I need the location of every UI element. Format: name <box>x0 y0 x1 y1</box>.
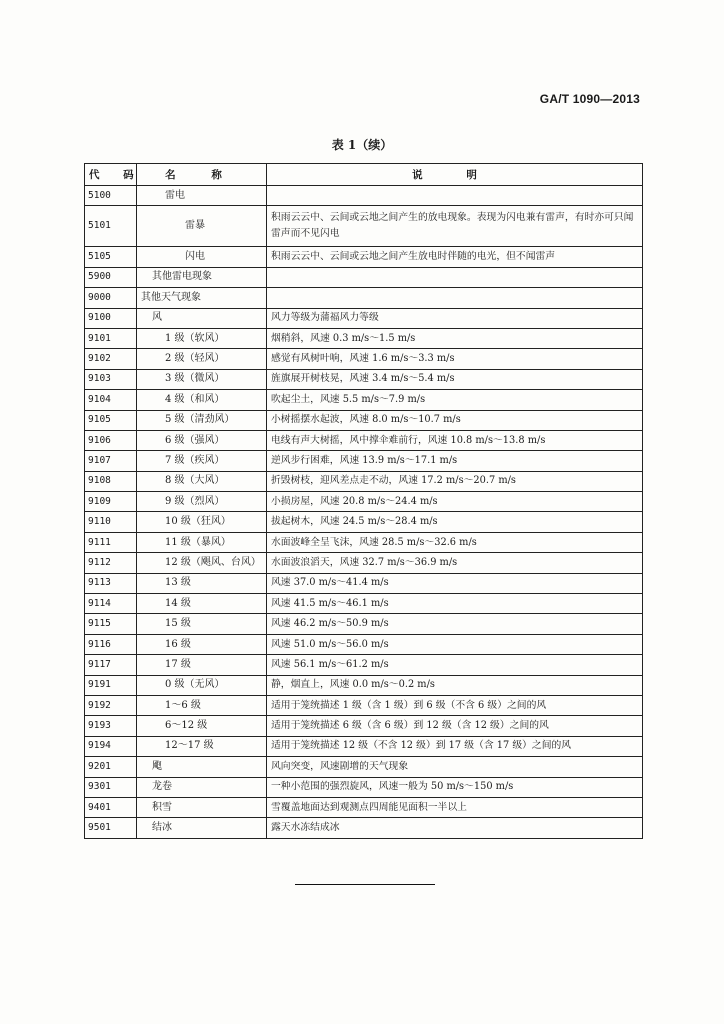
table-row <box>85 594 643 614</box>
row-code: 9109 <box>85 492 137 512</box>
row-name: 积雪 <box>137 797 267 817</box>
header-desc: 说 明 <box>267 164 643 186</box>
row-code: 9117 <box>85 655 137 675</box>
row-description: 旌旗展开树枝晃，风速 3.4 m/s～5.4 m/s <box>267 369 643 389</box>
table-title: 表 1（续） <box>331 138 393 152</box>
row-description: 风速 46.2 m/s～50.9 m/s <box>267 614 643 634</box>
row-name: 龙卷 <box>137 777 267 797</box>
table-header-row <box>85 164 643 186</box>
row-code: 9201 <box>85 757 137 777</box>
row-name: 7 级（疾风） <box>137 451 267 471</box>
row-name: 雷暴 <box>137 206 267 247</box>
row-description: 雪覆盖地面达到观测点四周能见面积一半以上 <box>267 797 643 817</box>
header-code: 代 码 <box>85 164 137 186</box>
row-description: 适用于笼统描述 12 级（不含 12 级）到 17 级（含 17 级）之间的风 <box>267 736 643 756</box>
row-name: 5 级（清劲风） <box>137 410 267 430</box>
row-code: 9105 <box>85 410 137 430</box>
row-name: 1 级（软风） <box>137 328 267 348</box>
row-code: 9191 <box>85 675 137 695</box>
table-row <box>85 247 643 267</box>
row-code: 9194 <box>85 736 137 756</box>
row-name: 飑 <box>137 757 267 777</box>
row-description: 静，烟直上，风速 0.0 m/s～0.2 m/s <box>267 675 643 695</box>
table-row <box>85 655 643 675</box>
table-row <box>85 695 643 715</box>
row-description: 水面波峰全呈飞沫，风速 28.5 m/s～32.6 m/s <box>267 532 643 552</box>
row-description: 露天水冻结成冰 <box>267 818 643 838</box>
standard-code: GA/T 1090—2013 <box>539 92 640 106</box>
table-row <box>85 614 643 634</box>
row-description: 吹起尘土，风速 5.5 m/s～7.9 m/s <box>267 390 643 410</box>
row-code: 9301 <box>85 777 137 797</box>
row-code: 9103 <box>85 369 137 389</box>
row-name: 风 <box>137 308 267 328</box>
table-row <box>85 410 643 430</box>
row-name: 14 级 <box>137 594 267 614</box>
row-description: 风速 41.5 m/s～46.1 m/s <box>267 594 643 614</box>
table-row <box>85 777 643 797</box>
row-name: 17 级 <box>137 655 267 675</box>
table-row <box>85 451 643 471</box>
table-row <box>85 288 643 308</box>
row-name: 12～17 级 <box>137 736 267 756</box>
row-code: 9192 <box>85 695 137 715</box>
row-description: 小树摇摆水起波，风速 8.0 m/s～10.7 m/s <box>267 410 643 430</box>
table-row <box>85 369 643 389</box>
table-row <box>85 573 643 593</box>
table-row <box>85 634 643 654</box>
row-description: 风速 56.1 m/s～61.2 m/s <box>267 655 643 675</box>
row-code: 9110 <box>85 512 137 532</box>
row-description <box>267 288 643 308</box>
row-code: 5900 <box>85 267 137 287</box>
row-name: 闪电 <box>137 247 267 267</box>
row-code: 5101 <box>85 206 137 247</box>
row-description: 一种小范围的强烈旋风，风速一般为 50 m/s～150 m/s <box>267 777 643 797</box>
row-code: 9000 <box>85 288 137 308</box>
row-code: 9101 <box>85 328 137 348</box>
row-description <box>267 186 643 206</box>
row-code: 9107 <box>85 451 137 471</box>
row-code: 5100 <box>85 186 137 206</box>
table-row <box>85 349 643 369</box>
table-row <box>85 430 643 450</box>
row-name: 12 级（飓风、台风） <box>137 553 267 573</box>
table-row <box>85 512 643 532</box>
row-description: 拔起树木，风速 24.5 m/s～28.4 m/s <box>267 512 643 532</box>
row-code: 9104 <box>85 390 137 410</box>
row-name: 4 级（和风） <box>137 390 267 410</box>
header-name: 名 称 <box>137 164 267 186</box>
row-description: 感觉有风树叶响，风速 1.6 m/s～3.3 m/s <box>267 349 643 369</box>
row-description: 水面波浪滔天，风速 32.7 m/s～36.9 m/s <box>267 553 643 573</box>
row-name: 其他雷电现象 <box>137 267 267 287</box>
table-row <box>85 818 643 838</box>
table-row <box>85 390 643 410</box>
table-row <box>85 492 643 512</box>
table-row <box>85 471 643 491</box>
row-name: 雷电 <box>137 186 267 206</box>
table-row <box>85 206 643 247</box>
table-row <box>85 308 643 328</box>
row-description <box>267 267 643 287</box>
table-row <box>85 797 643 817</box>
row-description: 积雨云云中、云间或云地之间产生的放电现象。表现为闪电兼有雷声，有时亦可只闻雷声而不见闪电 <box>267 206 643 247</box>
row-code: 9193 <box>85 716 137 736</box>
row-code: 9401 <box>85 797 137 817</box>
row-code: 9111 <box>85 532 137 552</box>
row-code: 9100 <box>85 308 137 328</box>
row-name: 16 级 <box>137 634 267 654</box>
row-code: 9114 <box>85 594 137 614</box>
row-description: 适用于笼统描述 1 级（含 1 级）到 6 级（不含 6 级）之间的风 <box>267 695 643 715</box>
row-name: 6 级（强风） <box>137 430 267 450</box>
row-name: 1～6 级 <box>137 695 267 715</box>
table-row <box>85 553 643 573</box>
row-code: 9108 <box>85 471 137 491</box>
row-description: 适用于笼统描述 6 级（含 6 级）到 12 级（含 12 级）之间的风 <box>267 716 643 736</box>
row-description: 风速 51.0 m/s～56.0 m/s <box>267 634 643 654</box>
table-row <box>85 675 643 695</box>
row-code: 9116 <box>85 634 137 654</box>
table-row <box>85 532 643 552</box>
row-code: 9112 <box>85 553 137 573</box>
row-name: 13 级 <box>137 573 267 593</box>
weather-code-table <box>84 163 643 839</box>
row-description: 电线有声大树摇，风中撑伞难前行，风速 10.8 m/s～13.8 m/s <box>267 430 643 450</box>
row-code: 9106 <box>85 430 137 450</box>
row-name: 2 级（轻风） <box>137 349 267 369</box>
row-name: 3 级（微风） <box>137 369 267 389</box>
row-name: 6～12 级 <box>137 716 267 736</box>
row-description: 风力等级为蒲福风力等级 <box>267 308 643 328</box>
row-name: 结冰 <box>137 818 267 838</box>
row-description: 折毁树枝，迎风差点走不动，风速 17.2 m/s～20.7 m/s <box>267 471 643 491</box>
table-row <box>85 757 643 777</box>
end-rule <box>295 884 435 885</box>
row-code: 9102 <box>85 349 137 369</box>
row-code: 9501 <box>85 818 137 838</box>
table-row <box>85 186 643 206</box>
row-description: 风向突变，风速剧增的天气现象 <box>267 757 643 777</box>
table-row <box>85 267 643 287</box>
row-name: 11 级（暴风） <box>137 532 267 552</box>
table-row <box>85 716 643 736</box>
row-description: 逆风步行困难，风速 13.9 m/s～17.1 m/s <box>267 451 643 471</box>
row-name: 9 级（烈风） <box>137 492 267 512</box>
row-code: 5105 <box>85 247 137 267</box>
row-name: 其他天气现象 <box>137 288 267 308</box>
row-description: 小损房屋，风速 20.8 m/s～24.4 m/s <box>267 492 643 512</box>
row-code: 9115 <box>85 614 137 634</box>
row-description: 烟稍斜，风速 0.3 m/s～1.5 m/s <box>267 328 643 348</box>
row-name: 15 级 <box>137 614 267 634</box>
row-name: 8 级（大风） <box>137 471 267 491</box>
table-row <box>85 736 643 756</box>
row-code: 9113 <box>85 573 137 593</box>
row-description: 风速 37.0 m/s～41.4 m/s <box>267 573 643 593</box>
row-name: 10 级（狂风） <box>137 512 267 532</box>
row-description: 积雨云云中、云间或云地之间产生放电时伴随的电光，但不闻雷声 <box>267 247 643 267</box>
row-name: 0 级（无风） <box>137 675 267 695</box>
table-row <box>85 328 643 348</box>
